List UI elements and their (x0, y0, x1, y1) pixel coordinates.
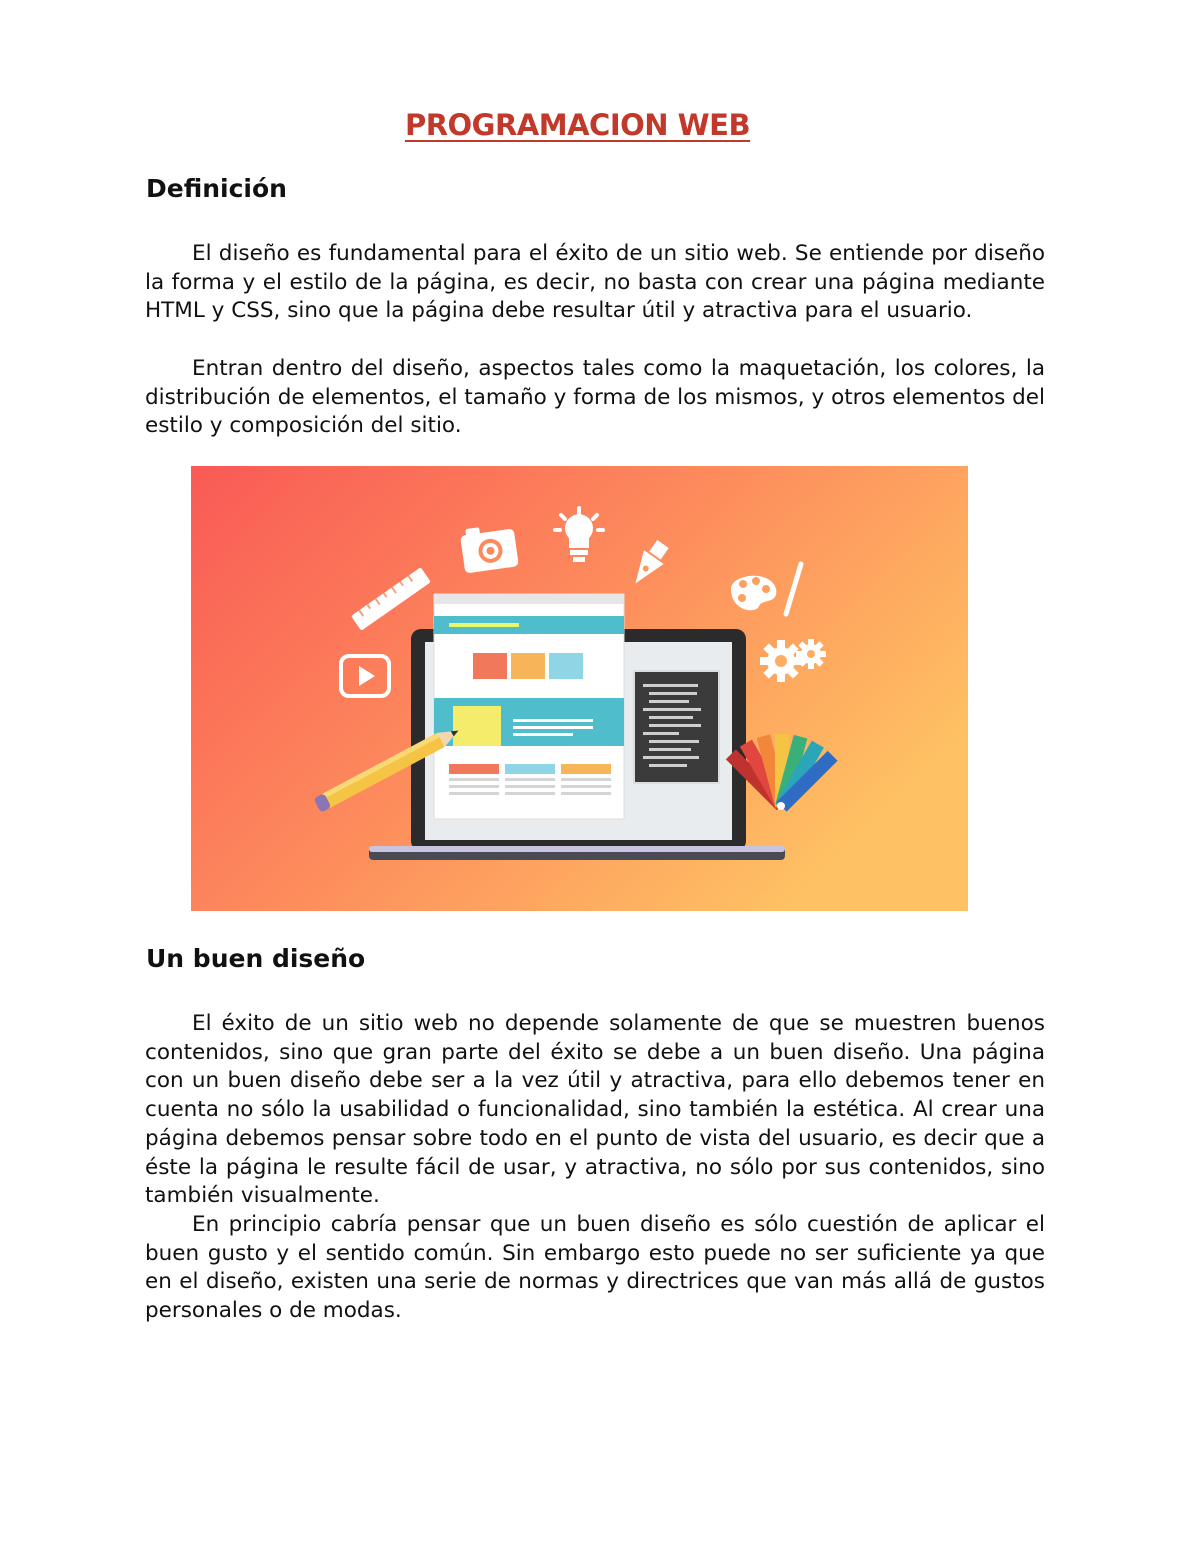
section-heading-definicion: Definición (146, 174, 287, 203)
paragraph: Entran dentro del diseño, aspectos tales como la maquetación, los colores, la distribución de elementos, el tamaño y forma de los mismos, y otros elementos del estilo y composición del sitio. (145, 356, 1045, 439)
section-heading-buen-diseno: Un buen diseño (146, 944, 366, 973)
laptop-icon (369, 594, 785, 860)
paragraph: En principio cabría pensar que un buen diseño es sólo cuestión de aplicar el buen gusto y el sentido común. Sin embargo esto puede no ser suficiente ya que en el diseño, existen una serie de normas y directrices que van más allá de gustos personales o de modas. (145, 1212, 1045, 1324)
paragraph: El éxito de un sitio web no depende solamente de que se muestren buenos contenidos, sino que gran parte del éxito se debe a un buen diseño. Una página con un buen diseño debe ser a la vez útil y atractiva, para ello debemos tener en cuenta no sólo la usabilidad o funcionalidad, sino también la estética. Al crear una página debemos pensar sobre todo en el punto de vista del usuario, es decir que a éste la página le resulte fácil de usar, y atractiva, no sólo por sus contenidos, sino también visualmente. (145, 1011, 1045, 1209)
paragraph: El diseño es fundamental para el éxito de un sitio web. Se entiende por diseño la forma y el estilo de la página, es decir, no basta con crear una página mediante HTML y CSS, sino que la página debe resultar útil y atractiva para el usuario. (145, 241, 1045, 324)
web-design-illustration (191, 466, 968, 911)
document-title: PROGRAMACION WEB (404, 108, 751, 142)
